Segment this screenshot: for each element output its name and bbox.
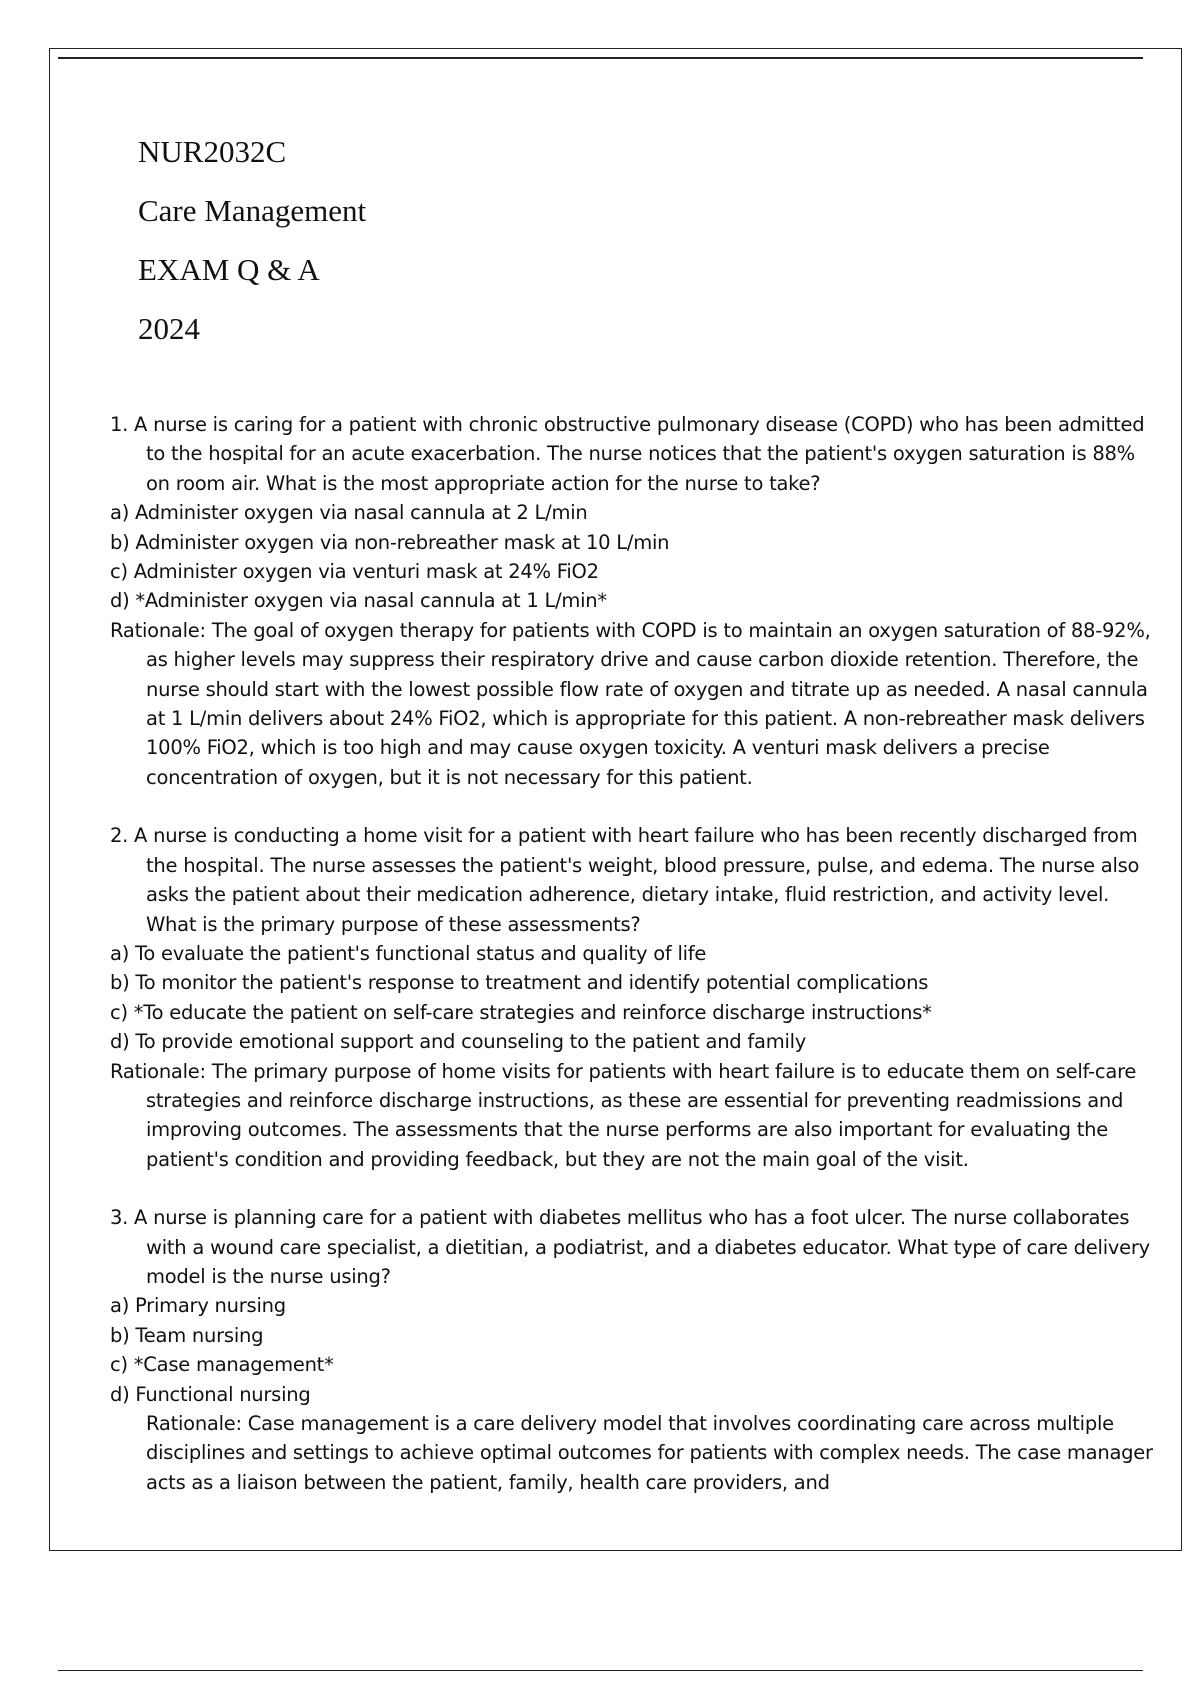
option-a: a) Primary nursing xyxy=(110,1294,286,1318)
option-c: c) *To educate the patient on self-care strategies and reinforce discharge instructions* xyxy=(110,1000,932,1024)
question-stem: 3. A nurse is planning care for a patient with diabetes mellitus who has a foot ulcer. The nurse collaborates with a wound care specialist, a dietitian, a podiatrist, and a diabetes educator. What type of care delivery model is the nurse using? xyxy=(110,1206,1150,1288)
rationale: Rationale: The primary purpose of home visits for patients with heart failure is to educate them on self-care strategies and reinforce discharge instructions, as these are essential for preventing readmissions and improving outcomes. The assessments that the nurse performs are also important for evaluating the patient's condition and providing feedback, but they are not the main goal of the visit. xyxy=(110,1059,1137,1171)
bottom-rule xyxy=(58,1670,1143,1671)
page-frame xyxy=(49,48,1182,1551)
option-d: d) To provide emotional support and counseling to the patient and family xyxy=(110,1030,807,1054)
course-name: Care Management xyxy=(138,193,367,228)
option-c: c) Administer oxygen via venturi mask at 24% FiO2 xyxy=(110,560,599,584)
option-b: b) Administer oxygen via non-rebreather mask at 10 L/min xyxy=(110,530,670,554)
exam-type: EXAM Q & A xyxy=(138,252,320,287)
option-a: a) Administer oxygen via nasal cannula at 2 L/min xyxy=(110,501,588,525)
question-list xyxy=(110,410,1155,1526)
option-a: a) To evaluate the patient's functional status and quality of life xyxy=(110,941,707,965)
option-b: b) Team nursing xyxy=(110,1323,264,1347)
question-2 xyxy=(110,821,1155,1174)
question-1 xyxy=(110,410,1155,792)
question-stem: 2. A nurse is conducting a home visit for a patient with heart failure who has been recently discharged from the hospital. The nurse assesses the patient's weight, blood pressure, pulse, and edema. The nurse also asks the patient about their medication adherence, dietary intake, fluid restriction, and activity level. What is the primary purpose of these assessments? xyxy=(110,824,1140,936)
option-b: b) To monitor the patient's response to treatment and identify potential complications xyxy=(110,971,929,995)
rationale: Rationale: The goal of oxygen therapy for patients with COPD is to maintain an oxygen saturation of 88-92%, as higher levels may suppress their respiratory drive and cause carbon dioxide retention. Therefore, the nurse should start with the lowest possible flow rate of oxygen and titrate up as needed. A nasal cannula at 1 L/min delivers about 24% FiO2, which is appropriate for this patient. A non-rebreather mask delivers 100% FiO2, which is too high and may cause oxygen toxicity. A venturi mask delivers a precise concentration of oxygen, but it is not necessary for this patient. xyxy=(110,618,1151,789)
rationale: Rationale: Case management is a care delivery model that involves coordinating care across multiple disciplines and settings to achieve optimal outcomes for patients with complex needs. The case manager acts as a liaison between the patient, family, health care providers, and xyxy=(146,1412,1153,1494)
top-rule xyxy=(58,57,1143,59)
option-d: d) Functional nursing xyxy=(110,1382,311,1406)
question-stem: 1. A nurse is caring for a patient with chronic obstructive pulmonary disease (COPD) who has been admitted to the hospital for an acute exacerbation. The nurse notices that the patient's oxygen saturation is 88% on room air. What is the most appropriate action for the nurse to take? xyxy=(110,413,1145,495)
exam-year: 2024 xyxy=(138,311,200,346)
option-d: d) *Administer oxygen via nasal cannula at 1 L/min* xyxy=(110,589,607,613)
question-3 xyxy=(110,1203,1155,1497)
option-c: c) *Case management* xyxy=(110,1353,334,1377)
course-code: NUR2032C xyxy=(138,134,287,169)
document-header xyxy=(138,122,366,358)
